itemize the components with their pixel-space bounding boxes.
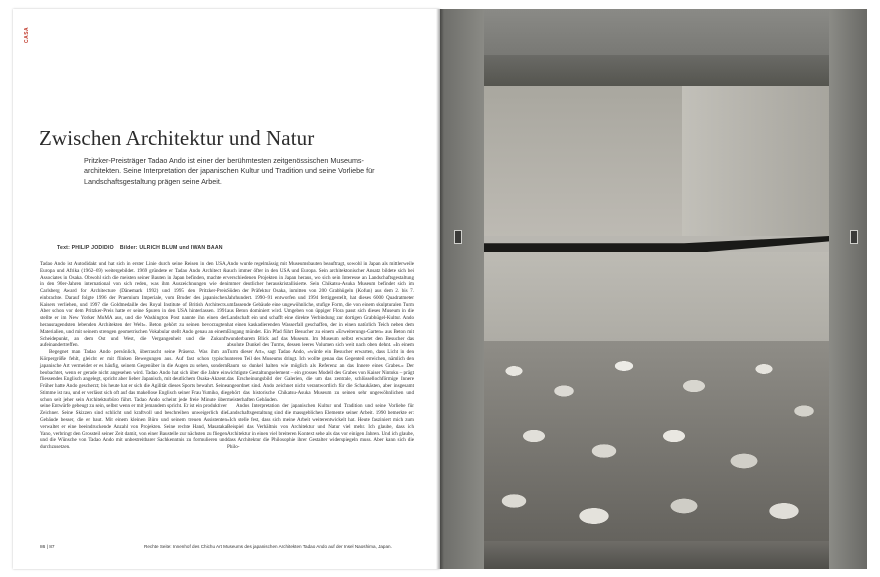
paragraph: Tadao Ando ist Autodidakt und hat sich in erster Linie durch seine Reisen in den USA, Europa und Afrika (1962–69) weitergebildet. 1969 gründete er Tadao Ando Architect & Associates in Osaka. Obwohl sich die meisten seiner Bauten in Japan befinden, machte er in den 90er-Jahren international von sich reden, was ihm Auszeichnungen wie den Carlsberg Award for Architecture (Dänemark 1992) und 1995 den Pritzker-Preis einbrachte. Darauf folgte 1996 der Praemium Imperiale, vom Bruder des japanischen Kaisers verliehen, und 1997 die Goldmedaille des Royal Institute of British Architects. Aber schon vor dem Pritzker-Preis hatte er seine Spuren in den USA hinterlassen. 1991 stellte er im New Yorker MoMA aus, und die Washington Post nannte ihn einen der herausragendsten lebenden Architekten der Welt». Beton gehört zu seinen bevorzugten Materialien, und mit seinem strengen geometrischen Vokabular stellt Ando genau an einem Scheidepunkt, an dem Ost und West, die Vergangenheit und die Zukunft aufeinandertreffen.: [40, 261, 227, 349]
credit-text: Text: PHILIP JODIDIO: [57, 245, 114, 251]
article-lead: Pritzker-Preisträger Tadao Ando ist einer der berühmtesten zeitgenössischen Museumsarchitekten. Seine Interpretation der japanischen Kultur und Tradition und seine Vorliebe für Landschaftsgestaltung prägen seine Arbeit.: [84, 156, 375, 186]
gravel-floor: [484, 541, 829, 569]
right-page-photo: [440, 9, 867, 569]
gutter-shadow: [436, 9, 444, 569]
article-title: Zwischen Architektur und Natur: [39, 126, 315, 150]
article-credits: [57, 245, 357, 251]
body-column-left: [40, 261, 227, 451]
body-column-right: [227, 261, 414, 451]
wall-fixture: [850, 230, 858, 244]
paragraph: Ando wurde regelmässig mit Museumsbauten beauftragt, sowohl in Japan als mittlerweile auch immer öfter in den USA und Europa. Sein architektonischer Ansatz bildete sich bei verschiedenen Projekten in Japan heraus, wo sich sein Interesse an Landschaftsgestaltung immer deutlicher herauskristallisierte. Sein Chikatsu-Asuka Museum befindet sich im Süden der Präfektur Osaka, inmitten von 200 Grabhügeln (Kofun) aus dem 2. bis 7. Jahrhundert. 1990–91 entworfen und 1994 fertiggestellt, hat dieses 6000 Quadratmeter umfassende Gebäude eine ungewöhnliche, stufige Form, die von einem skulpturalen Turm aus Beton dominiert wird. Umgeben von üppiger Flora passt sich dieses Museum in die Landschaft ein und schafft eine direkte Verbindung zur dortigen Grabhügel-Kultur. Ando hat einen kaskadierenden Wasserfall geschaffen, der in einen natürlich Teich neben dem Eingang mündet. Ein Pfad führt Besucher zu einem «Erweiterungs-Garten» aus Beton mit wunderbarem Blick auf das Museum. Im Museum selbst erwartet den Besucher das absolute Dunkel des Turms, dessen leeres Volumen sich weit nach oben dehnt. «In einem Turm dieser Art», sagt Tadao Ando, «würde ein Besucher erwarten, dass Licht in den unteren Teil des Museums dringt. Ich wollte genau das Gegenteil erreichen, nämlich den Raum so dunkel halten wie möglich als Referenz an das Innere eines Grabes.» Der wichtigste Gestaltungselement – ein grosses Modell des Grabes von Kaiser Nintoku – prägt das Erscheinungsbild der Galerien, die um das zentrale, schlüssellochförmige Innere angeordnet sind. Ando zeichnet nicht verantwortlich für die Schaukästen, aber insgesamt gehört das historische Chikatsu-Asuka Museum zu seinen sehr ungewöhnlichen und meisterhaften Gebäuden.: [227, 261, 414, 403]
ceiling-opening: [482, 55, 829, 86]
section-tag: CASA: [24, 26, 30, 43]
page-numbers: 86 | 87: [40, 545, 55, 550]
wall-fixture: [454, 230, 462, 244]
photo-caption: Rechte Seite: Innenhof des Chichu Art Museums des japanischen Architekten Tadao Ando auf der Insel Naoshima, Japan.: [144, 544, 392, 549]
back-wall-right: [682, 86, 829, 236]
paragraph: Andos Interpretation der japanischen Kultur und Tradition und seine Vorliebe für Landschaftsgestaltung sind die massgeblichen Elemente seiner Arbeit. 1990 bemerkte er: «Ich stelle fest, dass sich meine Arbeit weiterentwickelt hat. Heute fasziniert mich zum Beispiel das Verhältnis von Architektur und Natur viel mehr. Ich glaube, dass ich Architektur in einen viel breiteren Kontext sehe als das vor einigen Jahren. Und ich glaube, dass Architektur die Philosophie ihrer Gestalter widerspiegeln muss. Aber kann sich die Philo-: [227, 403, 414, 451]
concrete-left-wall: [440, 9, 484, 569]
courtyard: [484, 86, 829, 569]
rock-field: [484, 341, 829, 569]
left-page: [13, 9, 440, 569]
credit-images: Bilder: ULRICH BLUM und IWAN BAAN: [119, 245, 223, 251]
concrete-right-wall: [829, 9, 867, 569]
back-wall-left: [484, 86, 687, 236]
paragraph: Begegnet man Tadao Ando persönlich, überrascht seine Präsenz. Was ihm an Körpergröße fehlt, gleicht er mit flinken Bewegungen aus. Auf fast schon typisch japanische Art vermeidet er es häufig, seinem Gegenüber in die Augen zu sehen, sondern beobachtet, wenn er gerade nicht angesehen wird. Tadao Ando hat sich über die Jahre ein fliessendes Englisch angelegt, spricht aber lieber Japanisch, mit deutlichem Osaka-Akzent. Früher hatte Ando gescherzt; bis heute hat er sich die Agilität dieses Sports bewahrt. Seine Stimme ist rau, und er verlässt sich oft auf das makellose Englisch seiner Frau Yumiko, die schon seit jeher sein Architekturbüro führt. Tadao Ando scheint jede freie Minute über seine Entwürfe gebeugt zu sein, selbst wenn er mit jemandem spricht. Er ist ein produktiver Zeichner. Seine Skizzen sind schlicht und kraftvoll und beschreiben unweigerlich die Gebäude besser, die er baut. Mit einem kleinen Büro und seinem treuen Assistenten verwaltet er eine beeindruckende Anzahl von Projekten. Seine rechte Hand, Masataka Yano, verbringt den Grossteil seiner Zeit damit, von einer Baustelle zur nächsten zu fliegen und die Wünsche von Tadao Ando mit unbestreitbarer Sachkenntnis zu formulieren und durchzusetzen.: [40, 349, 228, 451]
